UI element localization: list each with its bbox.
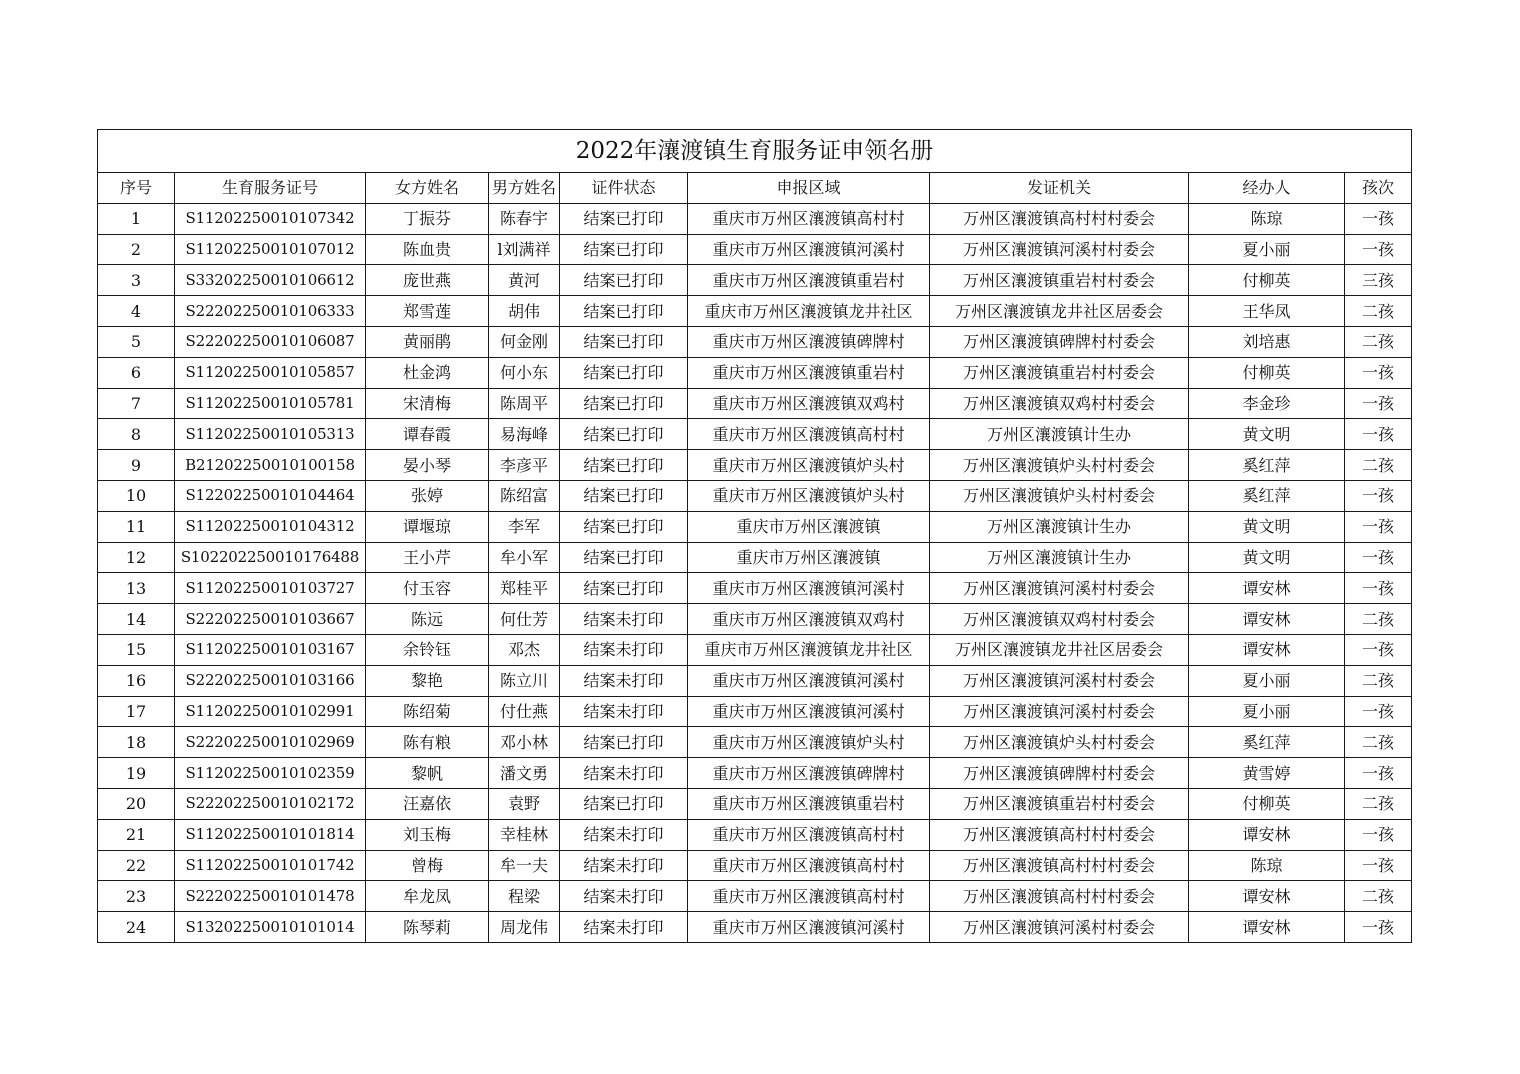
- cell-seq: 15: [98, 634, 175, 665]
- cell-cert-no: S33202250010106612: [175, 265, 366, 296]
- table-row: [98, 357, 1412, 388]
- cell-seq: 5: [98, 326, 175, 357]
- cell-cert-no: S12202250010104464: [175, 480, 366, 511]
- cell-region: 重庆市万州区瀼渡镇河溪村: [688, 665, 930, 696]
- cell-region: 重庆市万州区瀼渡镇重岩村: [688, 265, 930, 296]
- cell-male-name: 牟一夫: [489, 850, 560, 881]
- cell-female-name: 汪嘉依: [366, 788, 489, 819]
- cell-issuer: 万州区瀼渡镇高村村村委会: [930, 203, 1189, 234]
- cell-region: 重庆市万州区瀼渡镇河溪村: [688, 234, 930, 265]
- cell-status: 结案已打印: [560, 419, 688, 450]
- header-region: 申报区域: [688, 173, 930, 204]
- cell-issuer: 万州区瀼渡镇高村村村委会: [930, 850, 1189, 881]
- cell-region: 重庆市万州区瀼渡镇碑牌村: [688, 326, 930, 357]
- cell-female-name: 黎艳: [366, 665, 489, 696]
- cell-handler: 李金珍: [1189, 388, 1345, 419]
- cell-male-name: 陈春宇: [489, 203, 560, 234]
- cell-seq: 23: [98, 881, 175, 912]
- cell-cert-no: S11202250010105313: [175, 419, 366, 450]
- cell-child-order: 一孩: [1345, 203, 1412, 234]
- cell-female-name: 谭春霞: [366, 419, 489, 450]
- cell-seq: 9: [98, 450, 175, 481]
- cell-child-order: 二孩: [1345, 788, 1412, 819]
- table-row: [98, 634, 1412, 665]
- cell-status: 结案已打印: [560, 542, 688, 573]
- cell-male-name: 程梁: [489, 881, 560, 912]
- cell-seq: 10: [98, 480, 175, 511]
- header-seq: 序号: [98, 173, 175, 204]
- cell-handler: 黄雪婷: [1189, 758, 1345, 789]
- cell-status: 结案未打印: [560, 634, 688, 665]
- table-row: [98, 819, 1412, 850]
- cell-region: 重庆市万州区瀼渡镇高村村: [688, 819, 930, 850]
- cell-issuer: 万州区瀼渡镇炉头村村委会: [930, 727, 1189, 758]
- table-row: [98, 850, 1412, 881]
- cell-issuer: 万州区瀼渡镇河溪村村委会: [930, 234, 1189, 265]
- cell-issuer: 万州区瀼渡镇河溪村村委会: [930, 665, 1189, 696]
- cell-child-order: 二孩: [1345, 604, 1412, 635]
- cell-issuer: 万州区瀼渡镇高村村村委会: [930, 819, 1189, 850]
- cell-female-name: 张婷: [366, 480, 489, 511]
- cell-region: 重庆市万州区瀼渡镇炉头村: [688, 480, 930, 511]
- cell-issuer: 万州区瀼渡镇计生办: [930, 419, 1189, 450]
- cell-status: 结案已打印: [560, 788, 688, 819]
- cell-region: 重庆市万州区瀼渡镇河溪村: [688, 573, 930, 604]
- cell-region: 重庆市万州区瀼渡镇碑牌村: [688, 758, 930, 789]
- cell-cert-no: S13202250010101014: [175, 912, 366, 943]
- cell-female-name: 牟龙凤: [366, 881, 489, 912]
- cell-female-name: 庞世燕: [366, 265, 489, 296]
- cell-handler: 夏小丽: [1189, 665, 1345, 696]
- cell-male-name: 胡伟: [489, 296, 560, 327]
- cell-female-name: 陈绍菊: [366, 696, 489, 727]
- cell-seq: 12: [98, 542, 175, 573]
- cell-child-order: 一孩: [1345, 511, 1412, 542]
- cell-seq: 20: [98, 788, 175, 819]
- cell-status: 结案已打印: [560, 480, 688, 511]
- table-row: [98, 604, 1412, 635]
- cell-region: 重庆市万州区瀼渡镇河溪村: [688, 696, 930, 727]
- cell-region: 重庆市万州区瀼渡镇: [688, 542, 930, 573]
- cell-cert-no: S22202250010103166: [175, 665, 366, 696]
- cell-handler: 付柳英: [1189, 788, 1345, 819]
- table-row: [98, 296, 1412, 327]
- cell-female-name: 陈琴莉: [366, 912, 489, 943]
- cell-status: 结案未打印: [560, 696, 688, 727]
- cell-female-name: 谭堰琼: [366, 511, 489, 542]
- cell-cert-no: S11202250010101742: [175, 850, 366, 881]
- table-row: [98, 480, 1412, 511]
- cell-child-order: 二孩: [1345, 296, 1412, 327]
- cell-child-order: 一孩: [1345, 819, 1412, 850]
- cell-issuer: 万州区瀼渡镇计生办: [930, 511, 1189, 542]
- cell-handler: 黄文明: [1189, 542, 1345, 573]
- cell-child-order: 二孩: [1345, 727, 1412, 758]
- cell-status: 结案未打印: [560, 758, 688, 789]
- cell-female-name: 余铃钰: [366, 634, 489, 665]
- cell-region: 重庆市万州区瀼渡镇高村村: [688, 419, 930, 450]
- cell-status: 结案已打印: [560, 450, 688, 481]
- cell-seq: 11: [98, 511, 175, 542]
- cell-status: 结案已打印: [560, 203, 688, 234]
- cell-status: 结案未打印: [560, 850, 688, 881]
- cell-male-name: 邓小林: [489, 727, 560, 758]
- cell-region: 重庆市万州区瀼渡镇高村村: [688, 203, 930, 234]
- cell-child-order: 一孩: [1345, 634, 1412, 665]
- cell-female-name: 陈远: [366, 604, 489, 635]
- cell-male-name: 何仕芳: [489, 604, 560, 635]
- cell-child-order: 一孩: [1345, 419, 1412, 450]
- cell-cert-no: S11202250010102359: [175, 758, 366, 789]
- cell-region: 重庆市万州区瀼渡镇高村村: [688, 850, 930, 881]
- cell-male-name: 郑桂平: [489, 573, 560, 604]
- cell-child-order: 一孩: [1345, 480, 1412, 511]
- cell-status: 结案已打印: [560, 265, 688, 296]
- cell-issuer: 万州区瀼渡镇双鸡村村委会: [930, 604, 1189, 635]
- cell-region: 重庆市万州区瀼渡镇: [688, 511, 930, 542]
- cell-cert-no: S11202250010103727: [175, 573, 366, 604]
- cell-region: 重庆市万州区瀼渡镇河溪村: [688, 912, 930, 943]
- cell-issuer: 万州区瀼渡镇河溪村村委会: [930, 573, 1189, 604]
- cell-female-name: 付玉容: [366, 573, 489, 604]
- cell-male-name: 袁野: [489, 788, 560, 819]
- header-child-order: 孩次: [1345, 173, 1412, 204]
- cell-status: 结案已打印: [560, 727, 688, 758]
- cell-seq: 17: [98, 696, 175, 727]
- cell-cert-no: S22202250010106087: [175, 326, 366, 357]
- table-row: [98, 265, 1412, 296]
- cell-handler: 夏小丽: [1189, 696, 1345, 727]
- header-status: 证件状态: [560, 173, 688, 204]
- cell-cert-no: S11202250010103167: [175, 634, 366, 665]
- cell-region: 重庆市万州区瀼渡镇双鸡村: [688, 604, 930, 635]
- cell-male-name: 潘文勇: [489, 758, 560, 789]
- cell-handler: 谭安林: [1189, 573, 1345, 604]
- cell-child-order: 二孩: [1345, 881, 1412, 912]
- table-row: [98, 326, 1412, 357]
- table-title: 2022年瀼渡镇生育服务证申领名册: [98, 130, 1412, 173]
- cell-region: 重庆市万州区瀼渡镇龙井社区: [688, 634, 930, 665]
- cell-cert-no: S102202250010176488: [175, 542, 366, 573]
- table-row: [98, 542, 1412, 573]
- cell-male-name: 周龙伟: [489, 912, 560, 943]
- cell-status: 结案未打印: [560, 881, 688, 912]
- table-row: [98, 511, 1412, 542]
- cell-seq: 3: [98, 265, 175, 296]
- cell-region: 重庆市万州区瀼渡镇龙井社区: [688, 296, 930, 327]
- cell-handler: 奚红萍: [1189, 727, 1345, 758]
- cell-seq: 18: [98, 727, 175, 758]
- cell-seq: 4: [98, 296, 175, 327]
- table-row: [98, 758, 1412, 789]
- header-issuer: 发证机关: [930, 173, 1189, 204]
- cell-child-order: 一孩: [1345, 696, 1412, 727]
- cell-handler: 谭安林: [1189, 634, 1345, 665]
- cell-seq: 22: [98, 850, 175, 881]
- cell-child-order: 一孩: [1345, 357, 1412, 388]
- cell-status: 结案已打印: [560, 388, 688, 419]
- cell-child-order: 二孩: [1345, 665, 1412, 696]
- cell-female-name: 杜金鸿: [366, 357, 489, 388]
- cell-female-name: 郑雪莲: [366, 296, 489, 327]
- cell-cert-no: B21202250010100158: [175, 450, 366, 481]
- cell-seq: 1: [98, 203, 175, 234]
- table-row: [98, 912, 1412, 943]
- cell-handler: 谭安林: [1189, 604, 1345, 635]
- cell-handler: 奚红萍: [1189, 480, 1345, 511]
- cell-child-order: 一孩: [1345, 850, 1412, 881]
- cell-region: 重庆市万州区瀼渡镇炉头村: [688, 450, 930, 481]
- cell-status: 结案已打印: [560, 573, 688, 604]
- cell-male-name: 何金刚: [489, 326, 560, 357]
- cell-cert-no: S11202250010107342: [175, 203, 366, 234]
- cell-male-name: 牟小军: [489, 542, 560, 573]
- cell-female-name: 陈血贵: [366, 234, 489, 265]
- cell-child-order: 一孩: [1345, 758, 1412, 789]
- cell-female-name: 宋清梅: [366, 388, 489, 419]
- cell-handler: 陈琼: [1189, 850, 1345, 881]
- cell-issuer: 万州区瀼渡镇河溪村村委会: [930, 696, 1189, 727]
- cell-child-order: 一孩: [1345, 388, 1412, 419]
- cell-region: 重庆市万州区瀼渡镇重岩村: [688, 357, 930, 388]
- cell-issuer: 万州区瀼渡镇计生办: [930, 542, 1189, 573]
- cell-issuer: 万州区瀼渡镇碑牌村村委会: [930, 326, 1189, 357]
- cell-seq: 14: [98, 604, 175, 635]
- cell-seq: 2: [98, 234, 175, 265]
- table-row: [98, 573, 1412, 604]
- cell-status: 结案未打印: [560, 912, 688, 943]
- cell-issuer: 万州区瀼渡镇炉头村村委会: [930, 450, 1189, 481]
- cell-child-order: 一孩: [1345, 234, 1412, 265]
- cell-cert-no: S22202250010103667: [175, 604, 366, 635]
- cell-handler: 黄文明: [1189, 419, 1345, 450]
- table-row: [98, 234, 1412, 265]
- table-row: [98, 388, 1412, 419]
- title-row: [98, 130, 1412, 173]
- cell-cert-no: S11202250010101814: [175, 819, 366, 850]
- cell-female-name: 黎帆: [366, 758, 489, 789]
- cell-issuer: 万州区瀼渡镇碑牌村村委会: [930, 758, 1189, 789]
- table-row: [98, 727, 1412, 758]
- cell-handler: 付柳英: [1189, 357, 1345, 388]
- cell-child-order: 一孩: [1345, 542, 1412, 573]
- cell-seq: 6: [98, 357, 175, 388]
- header-male-name: 男方姓名: [489, 173, 560, 204]
- cell-issuer: 万州区瀼渡镇双鸡村村委会: [930, 388, 1189, 419]
- cell-male-name: 邓杰: [489, 634, 560, 665]
- cell-issuer: 万州区瀼渡镇高村村村委会: [930, 881, 1189, 912]
- cell-handler: 付柳英: [1189, 265, 1345, 296]
- cell-region: 重庆市万州区瀼渡镇高村村: [688, 881, 930, 912]
- cell-male-name: 付仕燕: [489, 696, 560, 727]
- cell-handler: 王华凤: [1189, 296, 1345, 327]
- table-row: [98, 419, 1412, 450]
- cell-status: 结案未打印: [560, 665, 688, 696]
- table-row: [98, 696, 1412, 727]
- cell-male-name: 陈周平: [489, 388, 560, 419]
- cell-female-name: 陈有粮: [366, 727, 489, 758]
- cell-cert-no: S11202250010107012: [175, 234, 366, 265]
- cell-status: 结案未打印: [560, 604, 688, 635]
- header-female-name: 女方姓名: [366, 173, 489, 204]
- cell-cert-no: S22202250010102969: [175, 727, 366, 758]
- cell-issuer: 万州区瀼渡镇重岩村村委会: [930, 357, 1189, 388]
- cell-handler: 黄文明: [1189, 511, 1345, 542]
- cell-child-order: 二孩: [1345, 450, 1412, 481]
- cell-status: 结案已打印: [560, 296, 688, 327]
- cell-issuer: 万州区瀼渡镇重岩村村委会: [930, 265, 1189, 296]
- cell-region: 重庆市万州区瀼渡镇炉头村: [688, 727, 930, 758]
- cell-seq: 24: [98, 912, 175, 943]
- cell-issuer: 万州区瀼渡镇重岩村村委会: [930, 788, 1189, 819]
- cell-issuer: 万州区瀼渡镇龙井社区居委会: [930, 634, 1189, 665]
- table-row: [98, 450, 1412, 481]
- cell-region: 重庆市万州区瀼渡镇重岩村: [688, 788, 930, 819]
- cell-handler: 谭安林: [1189, 912, 1345, 943]
- cell-male-name: 何小东: [489, 357, 560, 388]
- cell-issuer: 万州区瀼渡镇河溪村村委会: [930, 912, 1189, 943]
- cell-female-name: 丁振芬: [366, 203, 489, 234]
- cell-seq: 7: [98, 388, 175, 419]
- cell-male-name: 黄河: [489, 265, 560, 296]
- cell-handler: 谭安林: [1189, 819, 1345, 850]
- cell-male-name: l刘满祥: [489, 234, 560, 265]
- cell-issuer: 万州区瀼渡镇龙井社区居委会: [930, 296, 1189, 327]
- cell-handler: 奚红萍: [1189, 450, 1345, 481]
- cell-female-name: 王小芹: [366, 542, 489, 573]
- cell-seq: 21: [98, 819, 175, 850]
- cell-cert-no: S11202250010105781: [175, 388, 366, 419]
- cell-seq: 16: [98, 665, 175, 696]
- table-row: [98, 665, 1412, 696]
- cell-male-name: 李彦平: [489, 450, 560, 481]
- cell-status: 结案已打印: [560, 357, 688, 388]
- cell-handler: 谭安林: [1189, 881, 1345, 912]
- cell-male-name: 陈绍富: [489, 480, 560, 511]
- cell-female-name: 晏小琴: [366, 450, 489, 481]
- table-row: [98, 788, 1412, 819]
- cell-cert-no: S11202250010104312: [175, 511, 366, 542]
- header-row: [98, 173, 1412, 204]
- cell-child-order: 一孩: [1345, 912, 1412, 943]
- cell-child-order: 一孩: [1345, 573, 1412, 604]
- header-cert-no: 生育服务证号: [175, 173, 366, 204]
- cell-male-name: 易海峰: [489, 419, 560, 450]
- cell-cert-no: S22202250010101478: [175, 881, 366, 912]
- cell-handler: 夏小丽: [1189, 234, 1345, 265]
- cell-female-name: 刘玉梅: [366, 819, 489, 850]
- cell-female-name: 曾梅: [366, 850, 489, 881]
- cell-status: 结案未打印: [560, 819, 688, 850]
- cell-status: 结案已打印: [560, 326, 688, 357]
- cell-male-name: 幸桂林: [489, 819, 560, 850]
- cell-child-order: 三孩: [1345, 265, 1412, 296]
- table-row: [98, 203, 1412, 234]
- cell-status: 结案已打印: [560, 234, 688, 265]
- cell-cert-no: S22202250010106333: [175, 296, 366, 327]
- cell-seq: 8: [98, 419, 175, 450]
- cell-handler: 陈琼: [1189, 203, 1345, 234]
- cell-male-name: 李军: [489, 511, 560, 542]
- table-body: [98, 203, 1412, 942]
- cell-issuer: 万州区瀼渡镇炉头村村委会: [930, 480, 1189, 511]
- registry-table: [97, 129, 1412, 943]
- cell-handler: 刘培惠: [1189, 326, 1345, 357]
- cell-region: 重庆市万州区瀼渡镇双鸡村: [688, 388, 930, 419]
- cell-child-order: 二孩: [1345, 326, 1412, 357]
- header-handler: 经办人: [1189, 173, 1345, 204]
- cell-cert-no: S11202250010105857: [175, 357, 366, 388]
- cell-cert-no: S11202250010102991: [175, 696, 366, 727]
- table-row: [98, 881, 1412, 912]
- cell-seq: 13: [98, 573, 175, 604]
- cell-status: 结案已打印: [560, 511, 688, 542]
- cell-female-name: 黄丽鹃: [366, 326, 489, 357]
- cell-male-name: 陈立川: [489, 665, 560, 696]
- cell-seq: 19: [98, 758, 175, 789]
- cell-cert-no: S22202250010102172: [175, 788, 366, 819]
